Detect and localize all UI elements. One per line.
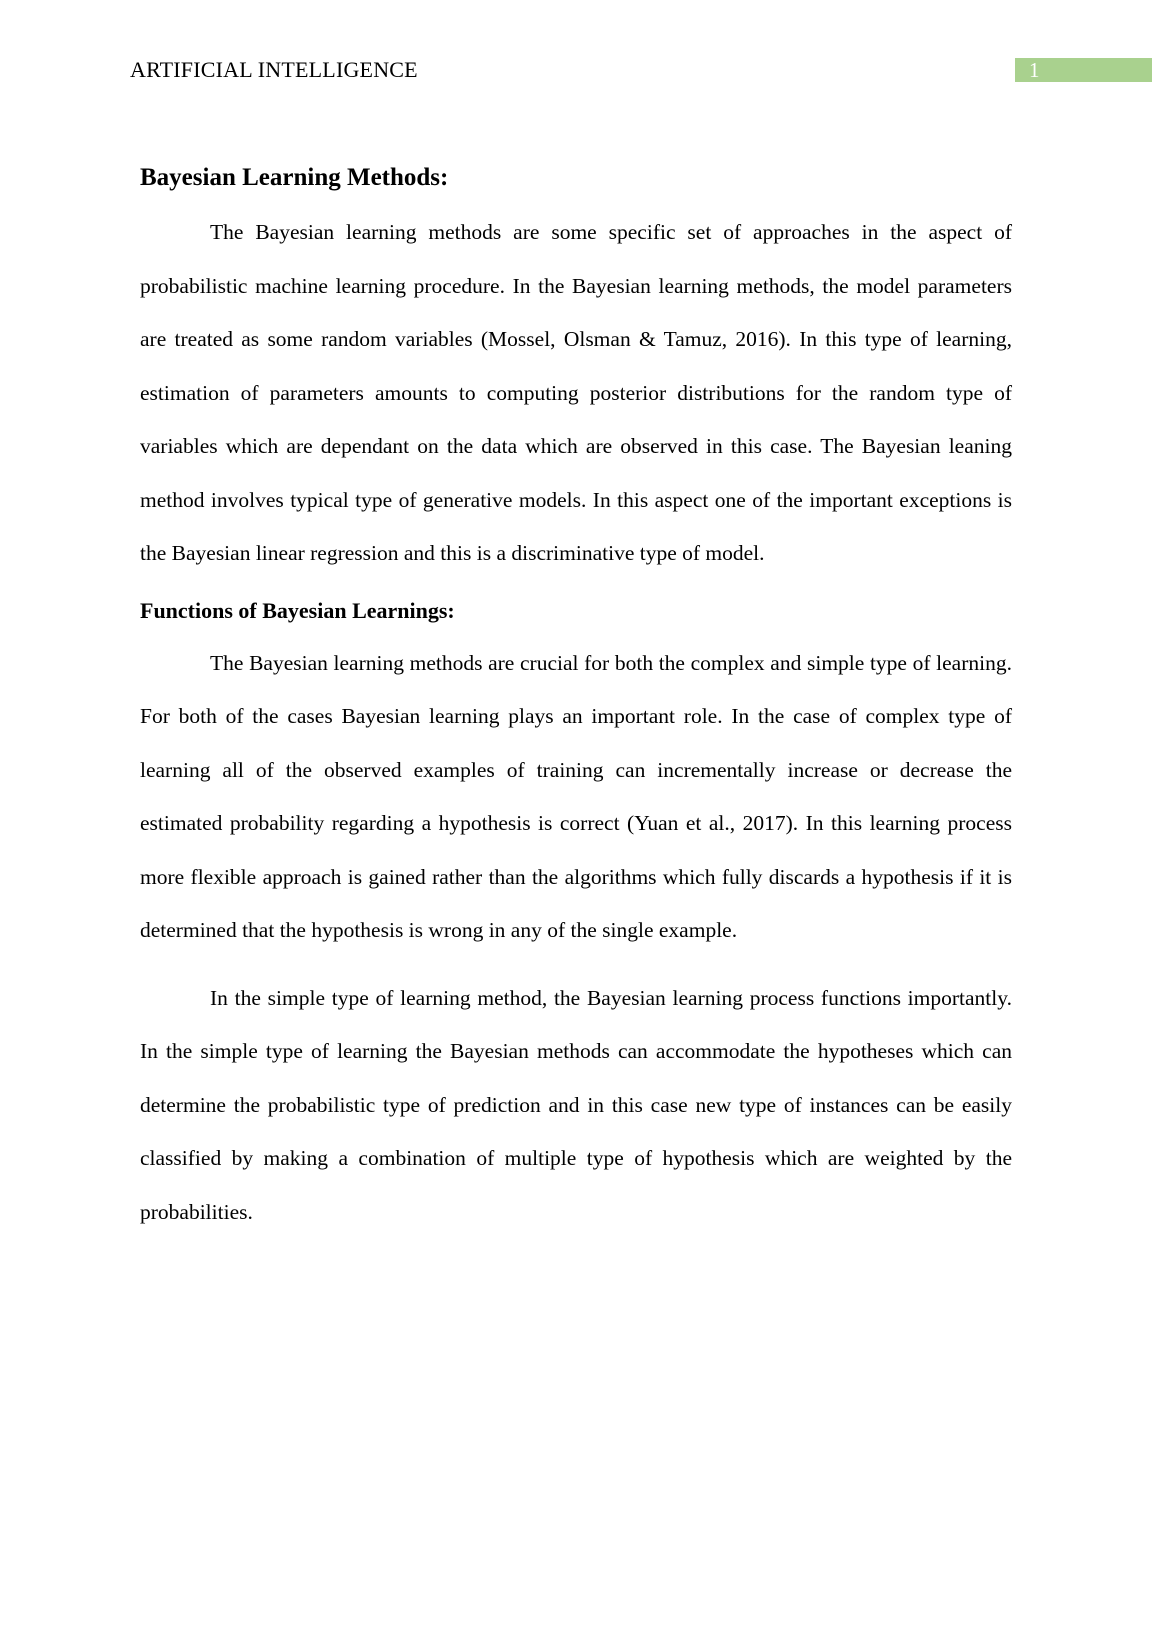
section-heading-bayesian-learning-methods: Bayesian Learning Methods: (140, 164, 449, 191)
section-heading-functions-of-bayesian-learnings: Functions of Bayesian Learnings: (140, 597, 455, 623)
running-head: ARTIFICIAL INTELLIGENCE (130, 57, 418, 82)
document-body (140, 156, 1012, 1239)
paragraph-bayesian-methods-intro: The Bayesian learning methods are some specific set of approaches in the aspect of probabilistic machine learning procedure. In the Bayesian learning methods, the model parameters are treated as some random variables (Mossel, Olsman & Tamuz, 2016). In this type of learning, estimation of parameters amounts to computing posterior distributions for the random type of variables which are dependant on the data which are observed in this case. The Bayesian leaning method involves typical type of generative models. In this aspect one of the important exceptions is the Bayesian linear regression and this is a discriminative type of model. (140, 220, 1012, 565)
paragraph-simple-learning: In the simple type of learning method, the Bayesian learning process functions importantly. In the simple type of learning the Bayesian methods can accommodate the hypotheses which can determine the probabilistic type of prediction and in this case new type of instances can be easily classified by making a combination of multiple type of hypothesis which are weighted by the probabilities. (140, 985, 1012, 1224)
paragraph-complex-learning: The Bayesian learning methods are crucial for both the complex and simple type of learning. For both of the cases Bayesian learning plays an important role. In the case of complex type of learning all of the observed examples of training can incrementally increase or decrease the estimated probability regarding a hypothesis is correct (Yuan et al., 2017). In this learning process more flexible approach is gained rather than the algorithms which fully discards a hypothesis if it is determined that the hypothesis is wrong in any of the single example. (140, 650, 1012, 942)
page-number: 1 (1015, 58, 1152, 82)
